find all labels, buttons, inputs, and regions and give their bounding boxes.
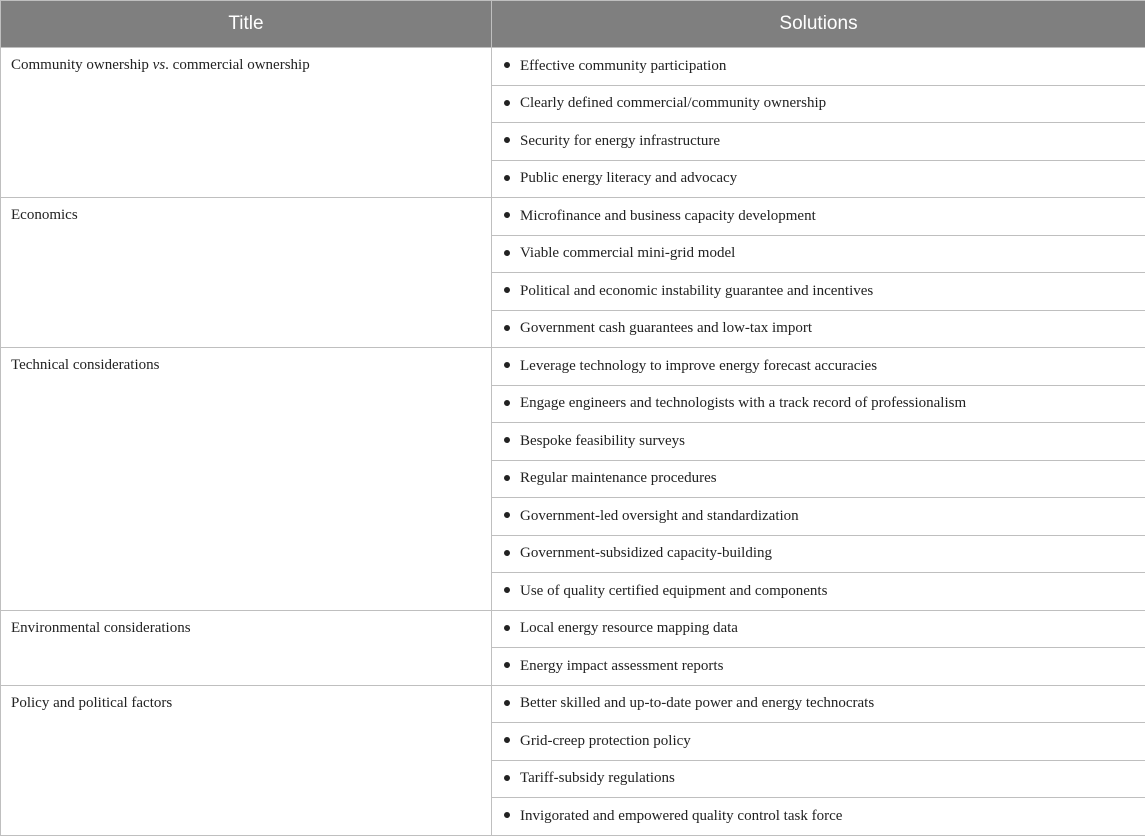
group-title: Environmental considerations bbox=[11, 620, 191, 636]
solution-cell bbox=[492, 610, 1145, 648]
solution-text: Use of quality certified equipment and components bbox=[520, 583, 827, 599]
solution-text: Effective community participation bbox=[520, 58, 726, 74]
solution-cell bbox=[492, 498, 1145, 536]
solution-cell bbox=[492, 235, 1145, 273]
solution-text: Government-subsidized capacity-building bbox=[520, 545, 772, 561]
bullet-icon bbox=[504, 625, 510, 631]
solution-cell bbox=[492, 648, 1145, 686]
table-row bbox=[1, 48, 1145, 86]
header-row bbox=[1, 1, 1145, 48]
group-title: Economics bbox=[11, 207, 78, 223]
column-header-title: Title bbox=[1, 1, 492, 48]
bullet-icon bbox=[504, 212, 510, 218]
bullet-icon bbox=[504, 737, 510, 743]
bullet-icon bbox=[504, 475, 510, 481]
solution-text: Public energy literacy and advocacy bbox=[520, 170, 737, 186]
bullet-icon bbox=[504, 550, 510, 556]
group-title: Community ownership vs. commercial ownership bbox=[11, 57, 310, 73]
group-title-cell bbox=[1, 198, 492, 348]
column-header-solutions: Solutions bbox=[492, 1, 1145, 48]
bullet-icon bbox=[504, 250, 510, 256]
bullet-icon bbox=[504, 287, 510, 293]
group-title-cell bbox=[1, 685, 492, 835]
group-title: Policy and political factors bbox=[11, 695, 172, 711]
group-title-cell bbox=[1, 48, 492, 198]
bullet-icon bbox=[504, 100, 510, 106]
solution-text: Security for energy infrastructure bbox=[520, 133, 720, 149]
bullet-icon bbox=[504, 137, 510, 143]
solution-text: Viable commercial mini-grid model bbox=[520, 245, 735, 261]
solution-cell bbox=[492, 198, 1145, 236]
solution-text: Microfinance and business capacity development bbox=[520, 208, 816, 224]
group-title-cell bbox=[1, 610, 492, 685]
bullet-icon bbox=[504, 662, 510, 668]
table-row bbox=[1, 348, 1145, 386]
bullet-icon bbox=[504, 587, 510, 593]
solution-cell bbox=[492, 723, 1145, 761]
solution-text: Grid-creep protection policy bbox=[520, 733, 691, 749]
solution-cell bbox=[492, 273, 1145, 311]
solution-text: Political and economic instability guarantee and incentives bbox=[520, 283, 873, 299]
solution-cell bbox=[492, 573, 1145, 611]
table-row bbox=[1, 685, 1145, 723]
solution-text: Engage engineers and technologists with a track record of professionalism bbox=[520, 395, 966, 411]
solution-cell bbox=[492, 798, 1145, 836]
solution-cell bbox=[492, 348, 1145, 386]
group-title: Technical considerations bbox=[11, 357, 159, 373]
solution-text: Leverage technology to improve energy forecast accuracies bbox=[520, 358, 877, 374]
bullet-icon bbox=[504, 325, 510, 331]
solution-cell bbox=[492, 48, 1145, 86]
bullet-icon bbox=[504, 775, 510, 781]
solution-cell bbox=[492, 310, 1145, 348]
solution-text: Clearly defined commercial/community ownership bbox=[520, 95, 826, 111]
bullet-icon bbox=[504, 175, 510, 181]
solution-text: Tariff-subsidy regulations bbox=[520, 770, 675, 786]
solution-text: Local energy resource mapping data bbox=[520, 620, 738, 636]
solution-cell bbox=[492, 385, 1145, 423]
bullet-icon bbox=[504, 700, 510, 706]
solution-cell bbox=[492, 685, 1145, 723]
solution-cell bbox=[492, 760, 1145, 798]
solution-text: Government cash guarantees and low-tax import bbox=[520, 320, 812, 336]
solution-cell bbox=[492, 123, 1145, 161]
bullet-icon bbox=[504, 437, 510, 443]
bullet-icon bbox=[504, 400, 510, 406]
solution-cell bbox=[492, 535, 1145, 573]
solution-text: Energy impact assessment reports bbox=[520, 658, 723, 674]
solution-cell bbox=[492, 160, 1145, 198]
group-title-cell bbox=[1, 348, 492, 611]
bullet-icon bbox=[504, 812, 510, 818]
solution-cell bbox=[492, 423, 1145, 461]
solution-text: Better skilled and up-to-date power and energy technocrats bbox=[520, 695, 874, 711]
bullet-icon bbox=[504, 362, 510, 368]
bullet-icon bbox=[504, 512, 510, 518]
table-row bbox=[1, 198, 1145, 236]
solution-text: Government-led oversight and standardization bbox=[520, 508, 799, 524]
solution-cell bbox=[492, 85, 1145, 123]
solution-cell bbox=[492, 460, 1145, 498]
bullet-icon bbox=[504, 62, 510, 68]
solution-text: Regular maintenance procedures bbox=[520, 470, 717, 486]
solution-text: Invigorated and empowered quality control task force bbox=[520, 808, 842, 824]
table-row bbox=[1, 610, 1145, 648]
solution-text: Bespoke feasibility surveys bbox=[520, 433, 685, 449]
